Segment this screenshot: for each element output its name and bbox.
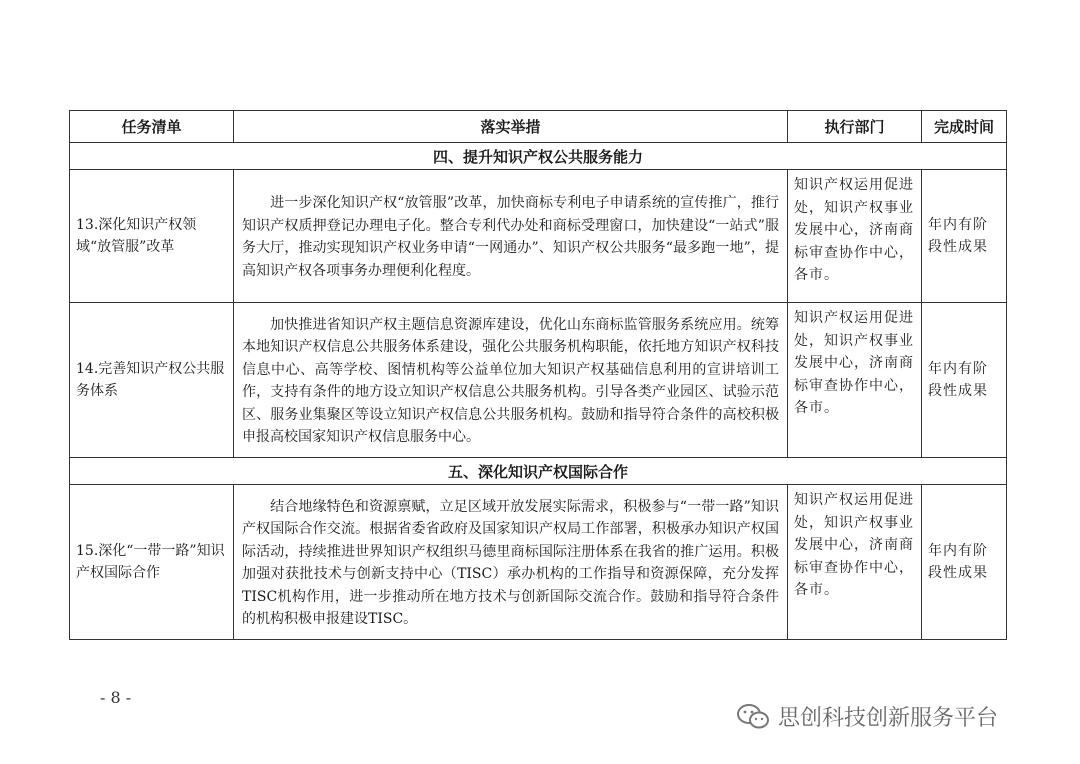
measure-cell <box>234 303 788 458</box>
section-title: 四、提升知识产权公共服务能力 <box>70 143 1007 170</box>
table-row <box>70 170 1007 303</box>
section-row <box>70 143 1007 170</box>
task-cell: 14.完善知识产权公共服务体系 <box>70 303 234 458</box>
header-task-list: 任务清单 <box>70 111 234 143</box>
completion-time-cell: 年内有阶段性成果 <box>922 170 1007 303</box>
section-title: 五、深化知识产权国际合作 <box>70 458 1007 485</box>
measure-cell <box>234 485 788 640</box>
completion-time-cell: 年内有阶段性成果 <box>922 485 1007 640</box>
task-cell: 13.深化知识产权领域“放管服”改革 <box>70 170 234 303</box>
watermark <box>736 701 998 732</box>
completion-time-cell: 年内有阶段性成果 <box>922 303 1007 458</box>
header-department: 执行部门 <box>788 111 922 143</box>
measure-text: 结合地缘特色和资源禀赋，立足区域开放发展实际需求，积极参与“一带一路”知识产权国际合作交流。根据省委省政府及国家知识产权局工作部署，积极承办知识产权国际活动，持续推进世界知识产权组织马德里商标国际注册体系在我省的推广运用。积极加强对获批技术与创新支持中心（TISC）承办机构的工作指导和资源保障，充分发挥TISC机构作用，进一步推动所在地方技术与创新国际交流合作。鼓励和指导符合条件的机构积极申报建设TISC。 <box>242 498 779 627</box>
department-cell: 知识产权运用促进处，知识产权事业发展中心，济南商标审查协作中心，各市。 <box>788 485 922 640</box>
section-row <box>70 458 1007 485</box>
table-header-row <box>70 111 1007 143</box>
watermark-text: 思创科技创新服务平台 <box>778 706 999 731</box>
table-row <box>70 303 1007 458</box>
header-completion-time: 完成时间 <box>922 111 1007 143</box>
header-measures: 落实举措 <box>234 111 788 143</box>
measure-text: 进一步深化知识产权“放管服”改革，加快商标专利电子申请系统的宣传推广，推行知识产权质押登记办理电子化。整合专利代办处和商标受理窗口，加快建设“一站式”服务大厅，推动实现知识产权业务申请“一网通办”、知识产权公共服务“最多跑一地”，提高知识产权各项事务办理便利化程度。 <box>242 195 779 279</box>
measure-cell <box>234 170 788 303</box>
table-row <box>70 485 1007 640</box>
task-cell: 15.深化“一带一路”知识产权国际合作 <box>70 485 234 640</box>
page-number: - 8 - <box>100 688 132 707</box>
department-cell: 知识产权运用促进处，知识产权事业发展中心，济南商标审查协作中心，各市。 <box>788 303 922 458</box>
measure-text: 加快推进省知识产权主题信息资源库建设，优化山东商标监管服务系统应用。统筹本地知识产权信息公共服务体系建设，强化公共服务机构职能，依托地方知识产权科技信息中心、高等学校、图情机构等公益单位加大知识产权基础信息利用的宣讲培训工作，支持有条件的地方设立知识产权信息公共服务机构。引导各类产业园区、试验示范区、服务业集聚区等设立知识产权信息公共服务机构。鼓励和指导符合条件的高校积极申报高校国家知识产权信息服务中心。 <box>242 316 779 445</box>
wechat-icon <box>736 703 770 731</box>
department-cell: 知识产权运用促进处，知识产权事业发展中心，济南商标审查协作中心，各市。 <box>788 170 922 303</box>
task-table <box>69 110 1007 640</box>
